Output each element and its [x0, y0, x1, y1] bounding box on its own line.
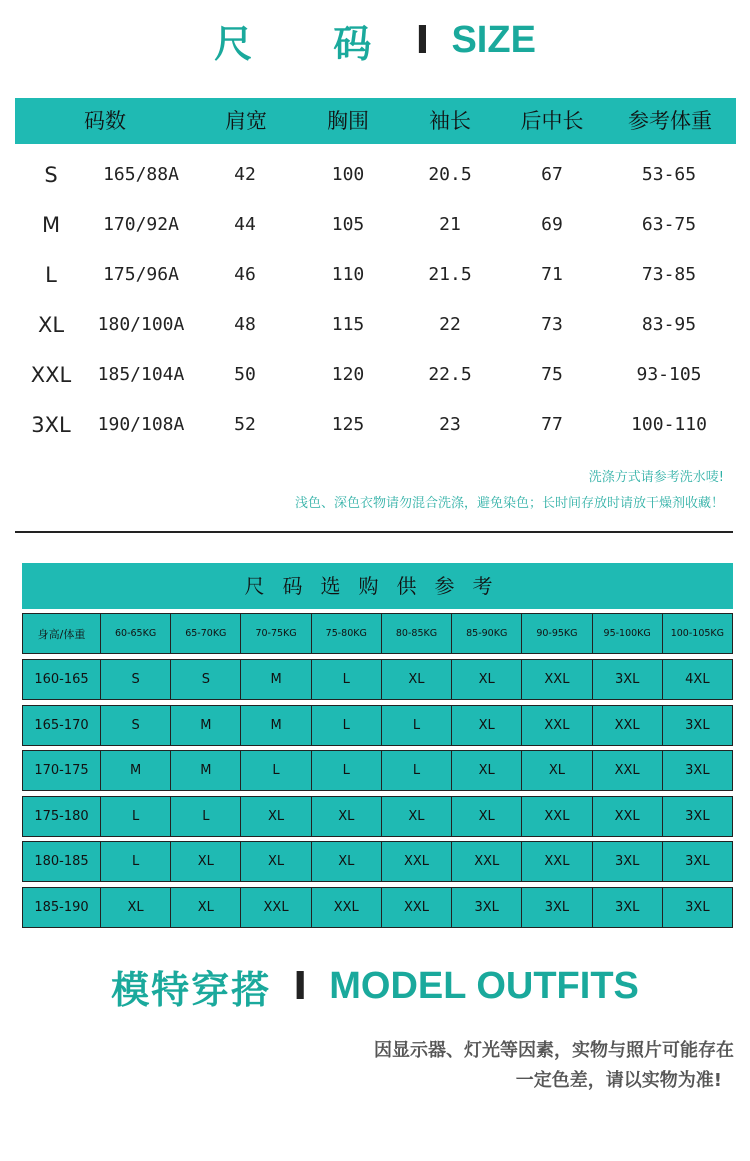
- recommended-size-cell: XXL: [592, 797, 662, 836]
- recommended-size-cell: 3XL: [592, 660, 662, 699]
- weight-range-header: 65-70KG: [170, 614, 240, 653]
- recommended-size-cell: L: [100, 797, 170, 836]
- title-separator: I: [293, 964, 308, 1008]
- size-title-en: SIZE: [451, 18, 536, 61]
- recommended-size-cell: XL: [170, 888, 240, 927]
- recommended-size-cell: S: [100, 706, 170, 745]
- recommended-size-cell: 3XL: [662, 706, 732, 745]
- recommend-title: 尺码选购供参考: [22, 563, 733, 609]
- size-row: [0, 350, 750, 400]
- size-cell: 75: [541, 364, 563, 385]
- wash-note: 洗涤方式请参考洗水唛!: [588, 470, 724, 485]
- height-range-cell: 160-165: [23, 660, 100, 699]
- size-row: [0, 400, 750, 450]
- size-cell: 63-75: [641, 214, 697, 235]
- weight-range-header: 80-85KG: [381, 614, 451, 653]
- header-size-code: 码数: [84, 109, 126, 133]
- model-title-cn: 模特穿搭: [111, 967, 272, 1012]
- size-row: [0, 200, 750, 250]
- recommended-size-cell: S: [100, 660, 170, 699]
- recommend-row: [22, 887, 733, 928]
- weight-range-header: 90-95KG: [521, 614, 591, 653]
- size-cell: 120: [331, 364, 365, 385]
- recommended-size-cell: XXL: [311, 888, 381, 927]
- header-back-length: 后中长: [520, 109, 584, 133]
- recommended-size-cell: 3XL: [662, 842, 732, 881]
- recommended-size-cell: M: [100, 751, 170, 790]
- recommended-size-cell: 3XL: [592, 888, 662, 927]
- recommended-size-cell: XL: [451, 797, 521, 836]
- size-cell: 22.5: [428, 364, 472, 385]
- recommended-size-cell: XXL: [240, 888, 310, 927]
- recommended-size-cell: 3XL: [521, 888, 591, 927]
- height-range-cell: 175-180: [23, 797, 100, 836]
- recommended-size-cell: XL: [381, 660, 451, 699]
- recommended-size-cell: M: [240, 660, 310, 699]
- size-label: XL: [37, 313, 65, 337]
- size-cell: 190/108A: [97, 414, 185, 435]
- weight-range-header: 85-90KG: [451, 614, 521, 653]
- size-label: 3XL: [31, 413, 71, 437]
- size-cell: 93-105: [636, 364, 702, 385]
- recommended-size-cell: XXL: [451, 842, 521, 881]
- size-cell: 110: [331, 264, 365, 285]
- recommended-size-cell: L: [240, 751, 310, 790]
- size-cell: 23: [439, 414, 461, 435]
- recommend-row: [22, 796, 733, 837]
- size-cell: 44: [234, 214, 256, 235]
- recommended-size-cell: 3XL: [662, 751, 732, 790]
- size-cell: 73-85: [641, 264, 697, 285]
- header-sleeve: 袖长: [429, 109, 471, 133]
- size-cell: 21.5: [428, 264, 472, 285]
- recommended-size-cell: XXL: [521, 842, 591, 881]
- size-row: [0, 300, 750, 350]
- header-shoulder: 肩宽: [225, 109, 267, 133]
- size-cell: 69: [541, 214, 563, 235]
- size-cell: 83-95: [641, 314, 697, 335]
- recommended-size-cell: M: [170, 706, 240, 745]
- size-cell: 77: [541, 414, 563, 435]
- recommend-row: [22, 841, 733, 882]
- recommended-size-cell: XL: [451, 706, 521, 745]
- recommended-size-cell: L: [311, 706, 381, 745]
- recommended-size-cell: XL: [451, 751, 521, 790]
- size-cell: 20.5: [428, 164, 472, 185]
- recommended-size-cell: XXL: [381, 888, 451, 927]
- recommended-size-cell: M: [170, 751, 240, 790]
- recommended-size-cell: L: [381, 751, 451, 790]
- recommended-size-cell: XXL: [592, 751, 662, 790]
- size-cell: 21: [439, 214, 461, 235]
- size-cell: 105: [331, 214, 365, 235]
- model-title-en: MODEL OUTFITS: [329, 964, 639, 1007]
- weight-range-header: 70-75KG: [240, 614, 310, 653]
- size-cell: 22: [439, 314, 461, 335]
- recommended-size-cell: 3XL: [662, 888, 732, 927]
- weight-range-header: 60-65KG: [100, 614, 170, 653]
- color-disclaimer-line1: 因显示器、灯光等因素，实物与照片可能存在: [374, 1040, 734, 1061]
- size-cell: 48: [234, 314, 256, 335]
- recommended-size-cell: L: [311, 660, 381, 699]
- size-cell: 46: [234, 264, 256, 285]
- size-cell: 71: [541, 264, 563, 285]
- recommended-size-cell: XXL: [521, 797, 591, 836]
- recommended-size-cell: XL: [100, 888, 170, 927]
- recommended-size-cell: XL: [521, 751, 591, 790]
- recommended-size-cell: XL: [451, 660, 521, 699]
- size-table-header: [15, 98, 736, 144]
- size-title-cn: 尺 码: [214, 21, 406, 66]
- size-label: M: [41, 213, 61, 237]
- size-cell: 185/104A: [97, 364, 185, 385]
- size-cell: 52: [234, 414, 256, 435]
- size-cell: 50: [234, 364, 256, 385]
- recommended-size-cell: XL: [381, 797, 451, 836]
- size-row: [0, 150, 750, 200]
- size-cell: 180/100A: [97, 314, 185, 335]
- recommended-size-cell: L: [381, 706, 451, 745]
- recommended-size-cell: 4XL: [662, 660, 732, 699]
- recommended-size-cell: S: [170, 660, 240, 699]
- title-separator: I: [415, 18, 430, 62]
- header-chest: 胸围: [327, 109, 369, 133]
- size-cell: 100-110: [631, 414, 707, 435]
- storage-note: 浅色、深色衣物请勿混合洗涤，避免染色；长时间存放时请放干燥剂收藏！: [294, 496, 724, 511]
- size-cell: 100: [331, 164, 365, 185]
- size-cell: 67: [541, 164, 563, 185]
- recommended-size-cell: XL: [311, 797, 381, 836]
- color-disclaimer-line2: 一定色差，请以实物为准!: [515, 1070, 722, 1091]
- recommended-size-cell: L: [170, 797, 240, 836]
- recommended-size-cell: XXL: [521, 660, 591, 699]
- recommended-size-cell: M: [240, 706, 310, 745]
- recommended-size-cell: XL: [170, 842, 240, 881]
- size-section-title: [0, 14, 750, 66]
- recommend-row: [22, 705, 733, 746]
- recommended-size-cell: XXL: [521, 706, 591, 745]
- size-row: [0, 250, 750, 300]
- recommended-size-cell: XXL: [592, 706, 662, 745]
- size-cell: 175/96A: [103, 264, 179, 285]
- height-weight-header: 身高/体重: [23, 614, 100, 653]
- size-label: S: [44, 163, 58, 187]
- height-range-cell: 180-185: [23, 842, 100, 881]
- recommended-size-cell: 3XL: [451, 888, 521, 927]
- section-divider: [15, 531, 733, 533]
- recommend-row: [22, 750, 733, 791]
- weight-range-header: 75-80KG: [311, 614, 381, 653]
- size-cell: 170/92A: [103, 214, 179, 235]
- size-cell: 42: [234, 164, 256, 185]
- weight-range-header: 100-105KG: [662, 614, 732, 653]
- recommend-header-row: [22, 613, 733, 654]
- header-weight: 参考体重: [628, 109, 712, 133]
- size-cell: 53-65: [641, 164, 697, 185]
- recommended-size-cell: L: [100, 842, 170, 881]
- height-range-cell: 170-175: [23, 751, 100, 790]
- recommended-size-cell: XXL: [381, 842, 451, 881]
- size-cell: 125: [331, 414, 365, 435]
- recommended-size-cell: XL: [240, 797, 310, 836]
- recommended-size-cell: XL: [311, 842, 381, 881]
- recommended-size-cell: L: [311, 751, 381, 790]
- recommended-size-cell: 3XL: [662, 797, 732, 836]
- recommended-size-cell: 3XL: [592, 842, 662, 881]
- size-label: XXL: [30, 363, 72, 387]
- height-range-cell: 165-170: [23, 706, 100, 745]
- weight-range-header: 95-100KG: [592, 614, 662, 653]
- size-cell: 115: [331, 314, 365, 335]
- recommended-size-cell: XL: [240, 842, 310, 881]
- size-cell: 73: [541, 314, 563, 335]
- height-range-cell: 185-190: [23, 888, 100, 927]
- size-label: L: [45, 263, 57, 287]
- recommend-row: [22, 659, 733, 700]
- size-cell: 165/88A: [103, 164, 179, 185]
- model-section-title: [0, 958, 750, 1014]
